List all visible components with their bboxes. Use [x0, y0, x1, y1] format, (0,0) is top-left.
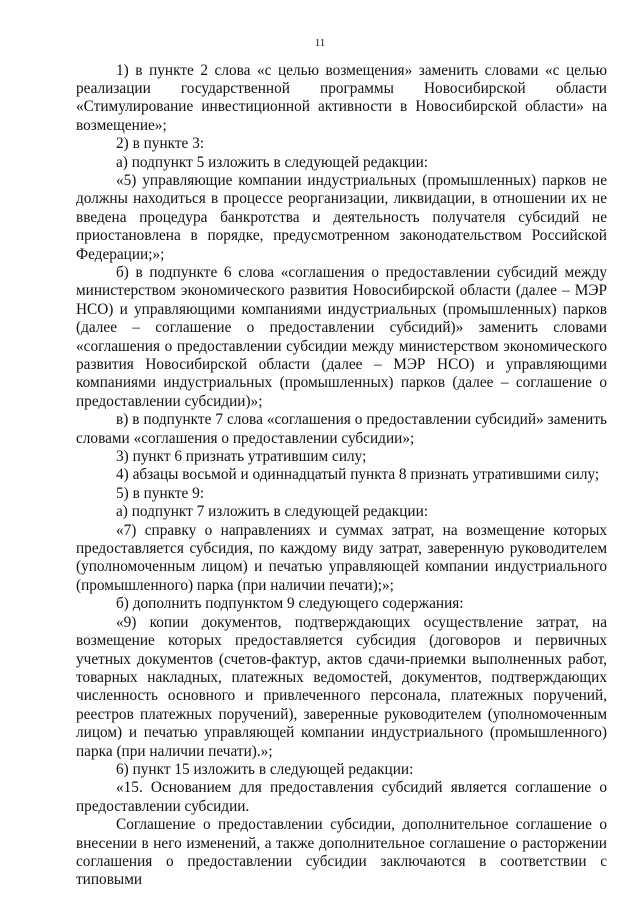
paragraph: «15. Основанием для предоставления субсидий является соглашение о предоставлении субсидии. — [76, 779, 607, 815]
paragraph: б) в подпункте 6 слова «соглашения о предоставлении субсидий между министерством экономического развития Новосибирской области (далее – МЭР НСО) и управляющими компаниями индустриальных (промышленных) парков (далее – соглашение о предоставлении субсидий)» заменить словами «соглашения о предоставлении субсидии между министерством экономического развития Новосибирской области (далее – МЭР НСО) и управляющими компаниями индустриальных (промышленных) парков (далее – соглашение о предоставлении субсидии)»; — [76, 263, 607, 410]
paragraph: Соглашение о предоставлении субсидии, дополнительное соглашение о внесении в него изменений, а также дополнительное соглашение о расторжении соглашения о предоставлении субсидии заключаются в соответствии с типовыми — [76, 816, 607, 889]
paragraph: «9) копии документов, подтверждающих осуществление затрат, на возмещение которых предоставляется субсидия (договоров и первичных учетных документов (счетов-фактур, актов сдачи-приемки выполненных работ, товарных накладных, платежных ведомостей, документов, подтверждающих численность основного и привлеченного персонала, платежных поручений, реестров платежных поручений), заверенные руководителем (уполномоченным лицом) и печатью управляющей компании индустриального (промышленного) парка (при наличии печати).»; — [76, 613, 607, 760]
paragraph: 4) абзацы восьмой и одиннадцатый пункта 8 признать утратившими силу; — [116, 466, 600, 484]
paragraph: «7) справку о направлениях и суммах затрат, на возмещение которых предоставляется субсидия, по каждому виду затрат, заверенную руководителем (уполномоченным лицом) и печатью управляющей компании индустриального (промышленного) парка (при наличии печати);»; — [76, 521, 607, 594]
paragraph: 6) пункт 15 изложить в следующей редакции: — [116, 760, 414, 778]
page-number: 11 — [314, 37, 326, 49]
paragraph: 1) в пункте 2 слова «с целью возмещения» заменить словами «с целью реализации государственной программы Новосибирской области «Стимулирование инвестиционной активности в Новосибирской области» на возмещение»; — [76, 61, 607, 134]
document-body — [76, 62, 607, 890]
paragraph: а) подпункт 5 изложить в следующей редакции: — [116, 153, 429, 171]
paragraph: «5) управляющие компании индустриальных (промышленных) парков не должны находиться в процессе реорганизации, ликвидации, в отношении их не введена процедура банкротства и деятельность получателя субсидий не приостановлена в порядке, предусмотренном законодательством Российской Федерации;»; — [76, 171, 607, 263]
paragraph: 5) в пункте 9: — [116, 484, 205, 502]
paragraph: 2) в пункте 3: — [116, 135, 205, 153]
paragraph: 3) пункт 6 признать утратившим силу; — [116, 448, 367, 466]
paragraph: а) подпункт 7 изложить в следующей редакции: — [116, 503, 429, 521]
paragraph: б) дополнить подпунктом 9 следующего содержания: — [116, 595, 464, 613]
paragraph: в) в подпункте 7 слова «соглашения о предоставлении субсидий» заменить словами «соглашения о предоставлении субсидии»; — [76, 411, 607, 447]
